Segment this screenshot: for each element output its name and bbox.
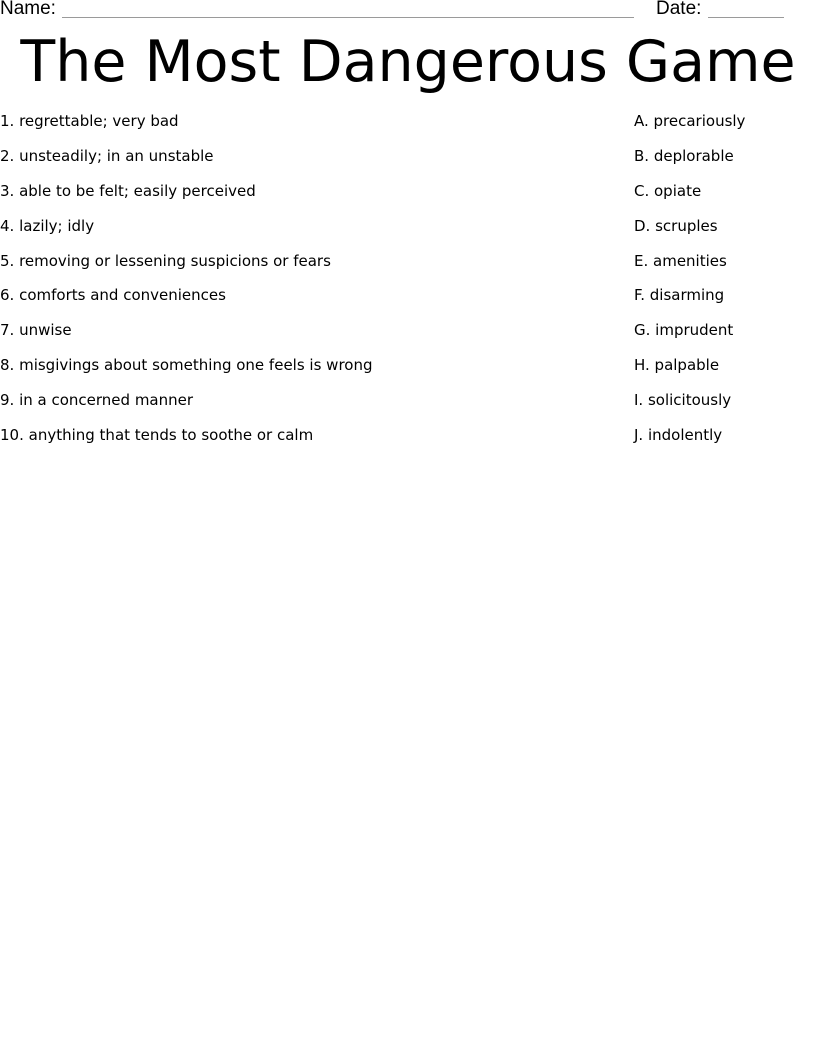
word-item: F. disarming <box>634 286 725 305</box>
clue-item: 6. comforts and conveniences <box>0 286 226 305</box>
worksheet-header <box>0 0 816 22</box>
name-label: Name: <box>0 0 56 19</box>
clue-item: 1. regrettable; very bad <box>0 112 179 130</box>
word-item: G. imprudent <box>634 321 734 340</box>
name-blank-line <box>62 17 634 18</box>
word-item: H. palpable <box>634 356 720 375</box>
word-item: E. amenities <box>634 251 727 270</box>
clue-item: 5. removing or lessening suspicions or fears <box>0 251 331 270</box>
word-item: I. solicitously <box>634 391 732 410</box>
clue-item: 2. unsteadily; in an unstable <box>0 146 214 165</box>
word-item: C. opiate <box>634 181 702 200</box>
clue-item: 4. lazily; idly <box>0 216 95 235</box>
date-label: Date: <box>656 0 702 19</box>
clue-item: 10. anything that tends to soothe or calm <box>0 426 314 445</box>
clue-item: 3. able to be felt; easily perceived <box>0 181 256 200</box>
word-item: D. scruples <box>634 216 718 235</box>
date-blank-line <box>708 17 784 18</box>
word-item: A. precariously <box>634 112 746 130</box>
word-item: B. deplorable <box>634 146 734 165</box>
worksheet-title: The Most Dangerous Game <box>20 29 796 95</box>
word-bank-list <box>634 110 814 459</box>
clue-list <box>0 110 600 459</box>
clue-item: 8. misgivings about something one feels is wrong <box>0 356 373 375</box>
word-item: J. indolently <box>634 426 723 445</box>
clue-item: 9. in a concerned manner <box>0 391 194 410</box>
clue-item: 7. unwise <box>0 321 72 340</box>
